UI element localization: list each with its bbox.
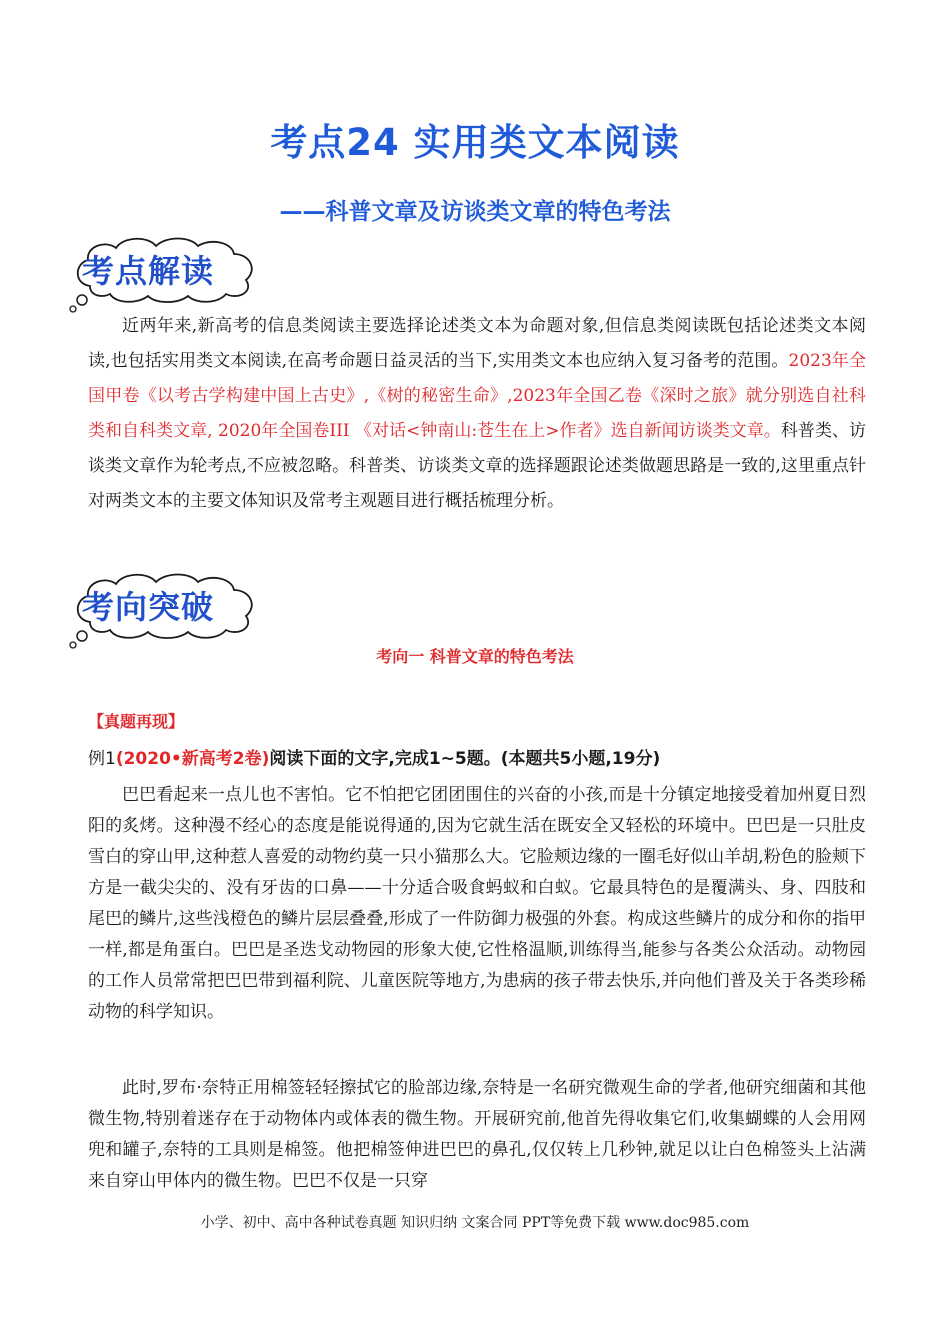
- intro-highlight: 2023年全国甲卷《以考古学构建中国上古史》,《树的秘密生命》,2023年全国乙卷《深时之旅》就分别选自社科类和自科类文章, 2020年全国卷III 《对话<钟南山:苍生在上>作者》选自新闻访谈类文章。: [88, 351, 866, 441]
- intro-text-continued: 科普类、访谈类文章作为轮考点,不应被忽略。科普类、访谈类文章的选择题跟论述类做题思路是一致的,这里重点针对两类文本的主要文体知识及常考主观题目进行概括梳理分析。: [88, 421, 866, 511]
- section-label-interpretation: [68, 234, 268, 314]
- real-exam-heading: 【真题再现】: [88, 712, 185, 731]
- example-line: [88, 744, 660, 769]
- page-title: 考点24 实用类文本阅读: [270, 121, 680, 164]
- example-source: (2020•新高考2卷): [115, 749, 270, 769]
- direction-heading: 考向一 科普文章的特色考法: [376, 647, 574, 666]
- passage-paragraph: 巴巴看起来一点儿也不害怕。它不怕把它团团围住的兴奋的小孩,而是十分镇定地接受着加州夏日烈阳的炙烤。这种漫不经心的态度是能说得通的,因为它就生活在既安全又轻松的环境中。巴巴是一只肚皮雪白的穿山甲,这种惹人喜爱的动物约莫一只小猫那么大。它脸颊边缘的一圈毛好似山羊胡,粉色的脸颊下方是一截尖尖的、没有牙齿的口鼻——十分适合吸食蚂蚁和白蚁。它最具特色的是覆满头、身、四肢和尾巴的鳞片,这些浅橙色的鳞片层层叠叠,形成了一件防御力极强的外套。构成这些鳞片的成分和你的指甲一样,都是角蛋白。巴巴是圣迭戈动物园的形象大使,它性格温顺,训练得当,能参与各类公众活动。动物园的工作人员常常把巴巴带到福利院、儿童医院等地方,为患病的孩子带去快乐,并向他们普及关于各类珍稀动物的科学知识。: [88, 785, 866, 1022]
- example-task: 阅读下面的文字,完成1~5题。(本题共5小题,19分): [269, 749, 661, 769]
- page-subtitle: ——科普文章及访谈类文章的特色考法: [279, 199, 671, 225]
- section-label-text: 考点解读: [82, 252, 215, 290]
- intro-paragraph: [88, 309, 866, 519]
- section-label-breakthrough: [68, 570, 268, 650]
- page-footer: 小学、初中、高中各种试卷真题 知识归纳 文案合同 PPT等免费下载 www.doc985.com: [200, 1215, 750, 1231]
- passage-paragraph: 此时,罗布·奈特正用棉签轻轻擦拭它的脸部边缘,奈特是一名研究微观生命的学者,他研究细菌和其他微生物,特别着迷存在于动物体内或体表的微生物。开展研究前,他首先得收集它们,收集蝴蝶的人会用网兜和罐子,奈特的工具则是棉签。他把棉签伸进巴巴的鼻孔,仅仅转上几秒钟,就足以让白色棉签头上沾满来自穿山甲体内的微生物。巴巴不仅是一只穿: [88, 1078, 866, 1191]
- example-prefix: 例1: [88, 749, 116, 769]
- section-label-text: 考向突破: [82, 588, 215, 626]
- intro-text: 近两年来,新高考的信息类阅读主要选择论述类文本为命题对象,但信息类阅读既包括论述类文本阅读,也包括实用类文本阅读,在高考命题日益灵活的当下,实用类文本也应纳入复习备考的范围。: [88, 316, 866, 371]
